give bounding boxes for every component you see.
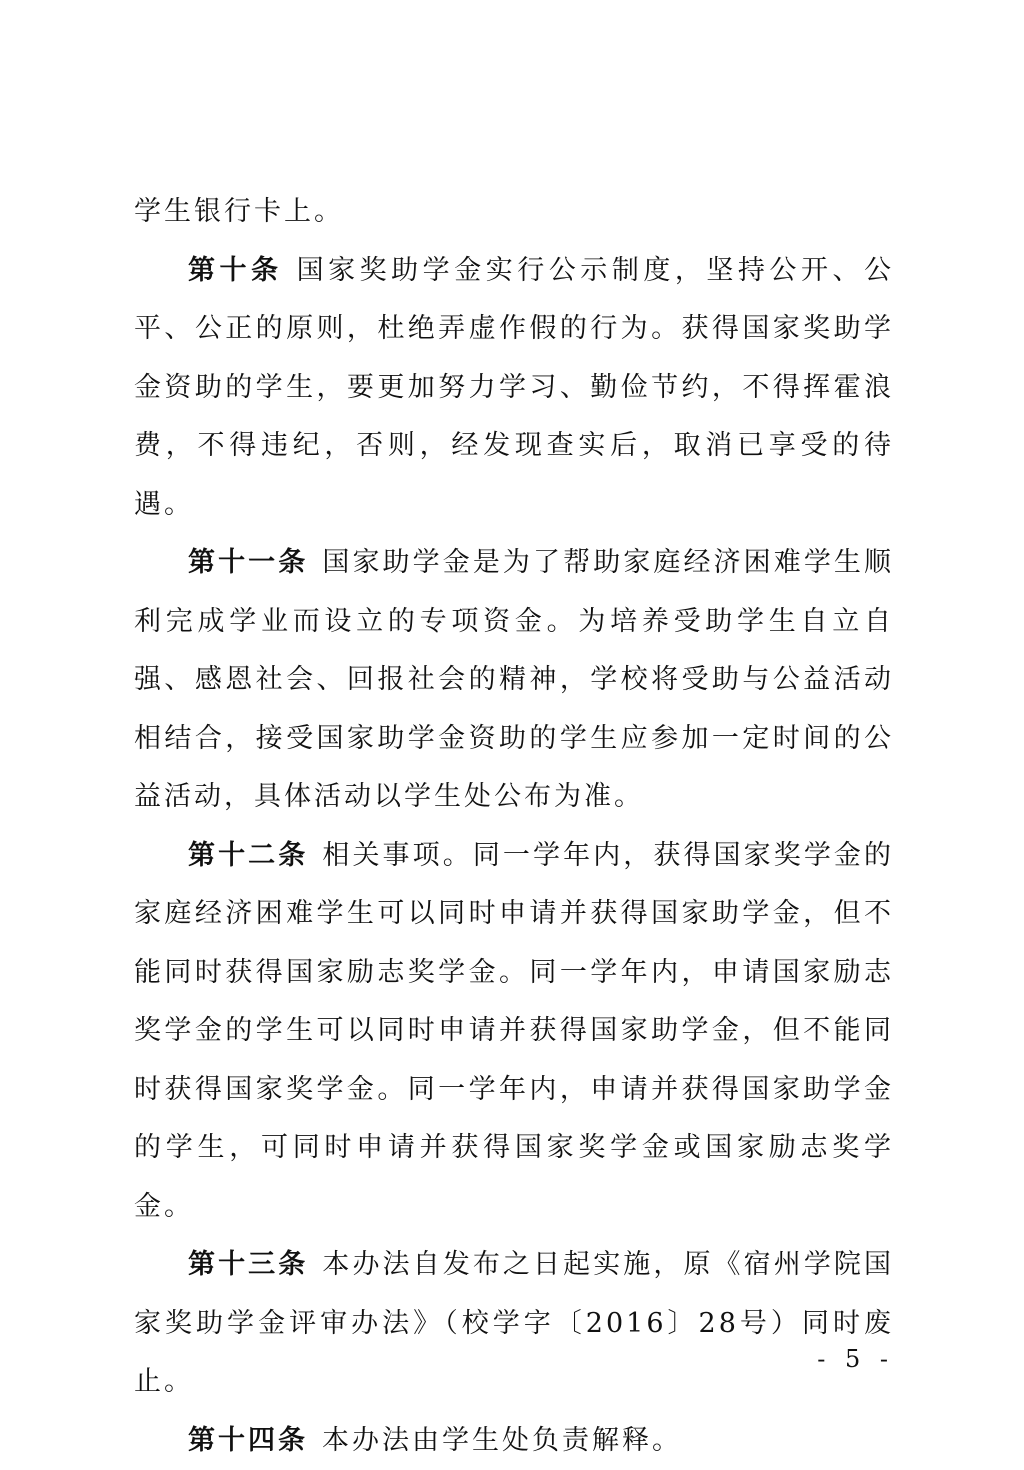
article-11: [134, 534, 894, 827]
document-body: [134, 183, 894, 1470]
article-text: 相关事项。同一学年内，获得国家奖学金的家庭经济困难学生可以同时申请并获得国家助学金，但不能同时获得国家励志奖学金。同一学年内，申请国家励志奖学金的学生可以同时申请并获得国家助学金，但不能同时获得国家奖学金。同一学年内，申请并获得国家助学金的学生，可同时申请并获得国家奖学金或国家励志奖学金。: [134, 840, 894, 1222]
article-13: [134, 1236, 894, 1412]
article-12: [134, 827, 894, 1237]
article-heading: 第十一条: [188, 547, 308, 578]
article-text: 本办法由学生处负责解释。: [322, 1425, 682, 1456]
article-heading: 第十三条: [188, 1249, 308, 1280]
article-text: 国家助学金是为了帮助家庭经济困难学生顺利完成学业而设立的专项资金。为培养受助学生自立自强、感恩社会、回报社会的精神，学校将受助与公益活动相结合，接受国家助学金资助的学生应参加一定时间的公益活动，具体活动以学生处公布为准。: [134, 547, 894, 812]
article-heading: 第十条: [188, 255, 283, 286]
article-10: [134, 242, 894, 535]
continuation-paragraph: 学生银行卡上。: [134, 183, 894, 242]
page-number: - 5 -: [817, 1345, 894, 1373]
article-14: [134, 1412, 894, 1470]
article-text: 本办法自发布之日起实施，原《宿州学院国家奖助学金评审办法》（校学字〔2016〕28号）同时废止。: [134, 1249, 894, 1397]
article-heading: 第十二条: [188, 840, 308, 871]
article-text: 国家奖助学金实行公示制度，坚持公开、公平、公正的原则，杜绝弄虚作假的行为。获得国家奖助学金资助的学生，要更加努力学习、勤俭节约，不得挥霍浪费，不得违纪，否则，经发现查实后，取消已享受的待遇。: [134, 255, 894, 520]
article-heading: 第十四条: [188, 1425, 308, 1456]
